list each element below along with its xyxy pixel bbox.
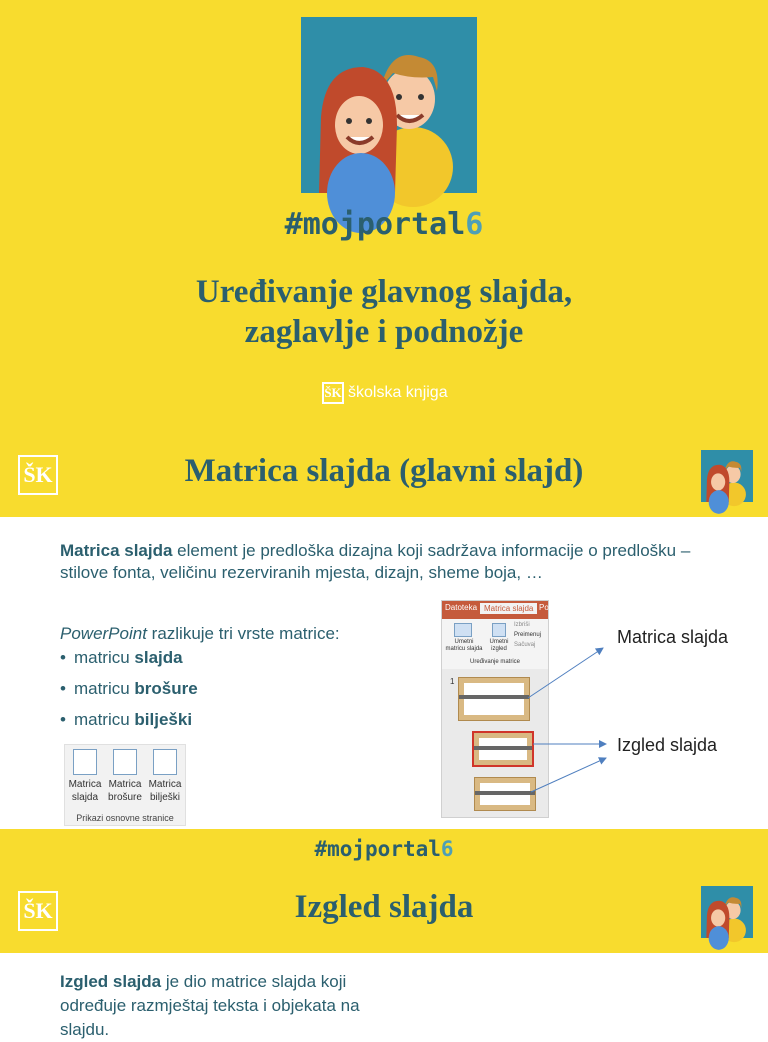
list-item: • matricu bilješki [60,710,198,741]
layout-paragraph [60,970,360,1042]
slide3-top-band [0,829,768,869]
presentation-title-line1: Uređivanje glavnog slajda, [195,274,573,310]
lead-italic: PowerPoint [60,624,147,643]
insert-master-button[interactable]: Umetni matricu slajda [445,639,483,652]
notes-master-button[interactable]: Matrica bilješki [145,749,185,804]
sk-logo-icon: ŠK [18,455,58,495]
layout-bold: Izgled slajda [60,972,162,991]
insert-layout-button[interactable]: Umetni izgled [489,639,509,652]
ribbon-group-label: Uređivanje matrice [469,659,521,665]
rename-button[interactable]: Preimenuj [514,632,542,638]
hashtag-number: 6 [465,207,484,242]
list-item: • matricu slajda [60,648,198,679]
slide-number: 1 [450,677,455,686]
lead-rest: razlikuje tri vrste matrice: [146,624,340,643]
slide3-title: Izgled slajda [294,889,474,925]
tab-next[interactable]: Po [539,603,549,612]
hashtag-prefix: #moj [284,207,357,242]
slide3-header [0,869,768,953]
label-slide-layout: Izgled slajda [617,735,718,755]
delete-button[interactable]: Izbriši [514,622,530,628]
tab-slide-master[interactable]: Matrica slajda [480,603,537,614]
sk-logo-icon: ŠK [18,891,58,931]
hashtag-small: #mojportal6 [314,837,454,861]
ribbon-group-label: Prikazi osnovne stranice [76,813,174,823]
handout-master-button[interactable]: Matrica brošure [105,749,145,804]
intro-bold: Matrica slajda [60,541,173,560]
tab-file[interactable]: Datoteka [445,603,478,612]
hashtag-word: portal [356,207,466,242]
preserve-button[interactable]: Sačuvaj [514,642,536,648]
slide2-title: Matrica slajda (glavni slajd) [184,453,584,489]
list-item: • matricu brošure [60,679,198,710]
slide-master-button[interactable]: Matrica slajda [65,749,105,804]
publisher-name: školska knjiga [348,384,448,401]
label-slide-master: Matrica slajda [617,627,729,647]
layout-rest: je dio matrice slajda koji određuje razmještaj teksta i objekata na slajdu. [60,972,360,1039]
intro-rest: element je predloška dizajna koji sadržava informacije o predlošku – stilove fonta, veličinu rezerviranih mjesta, dizajn, sheme boja, … [60,541,691,582]
presentation-title-line2: zaglavlje i podnožje [244,314,524,350]
sk-logo-icon: ŠK [322,382,344,404]
students-avatar-icon [701,886,753,938]
